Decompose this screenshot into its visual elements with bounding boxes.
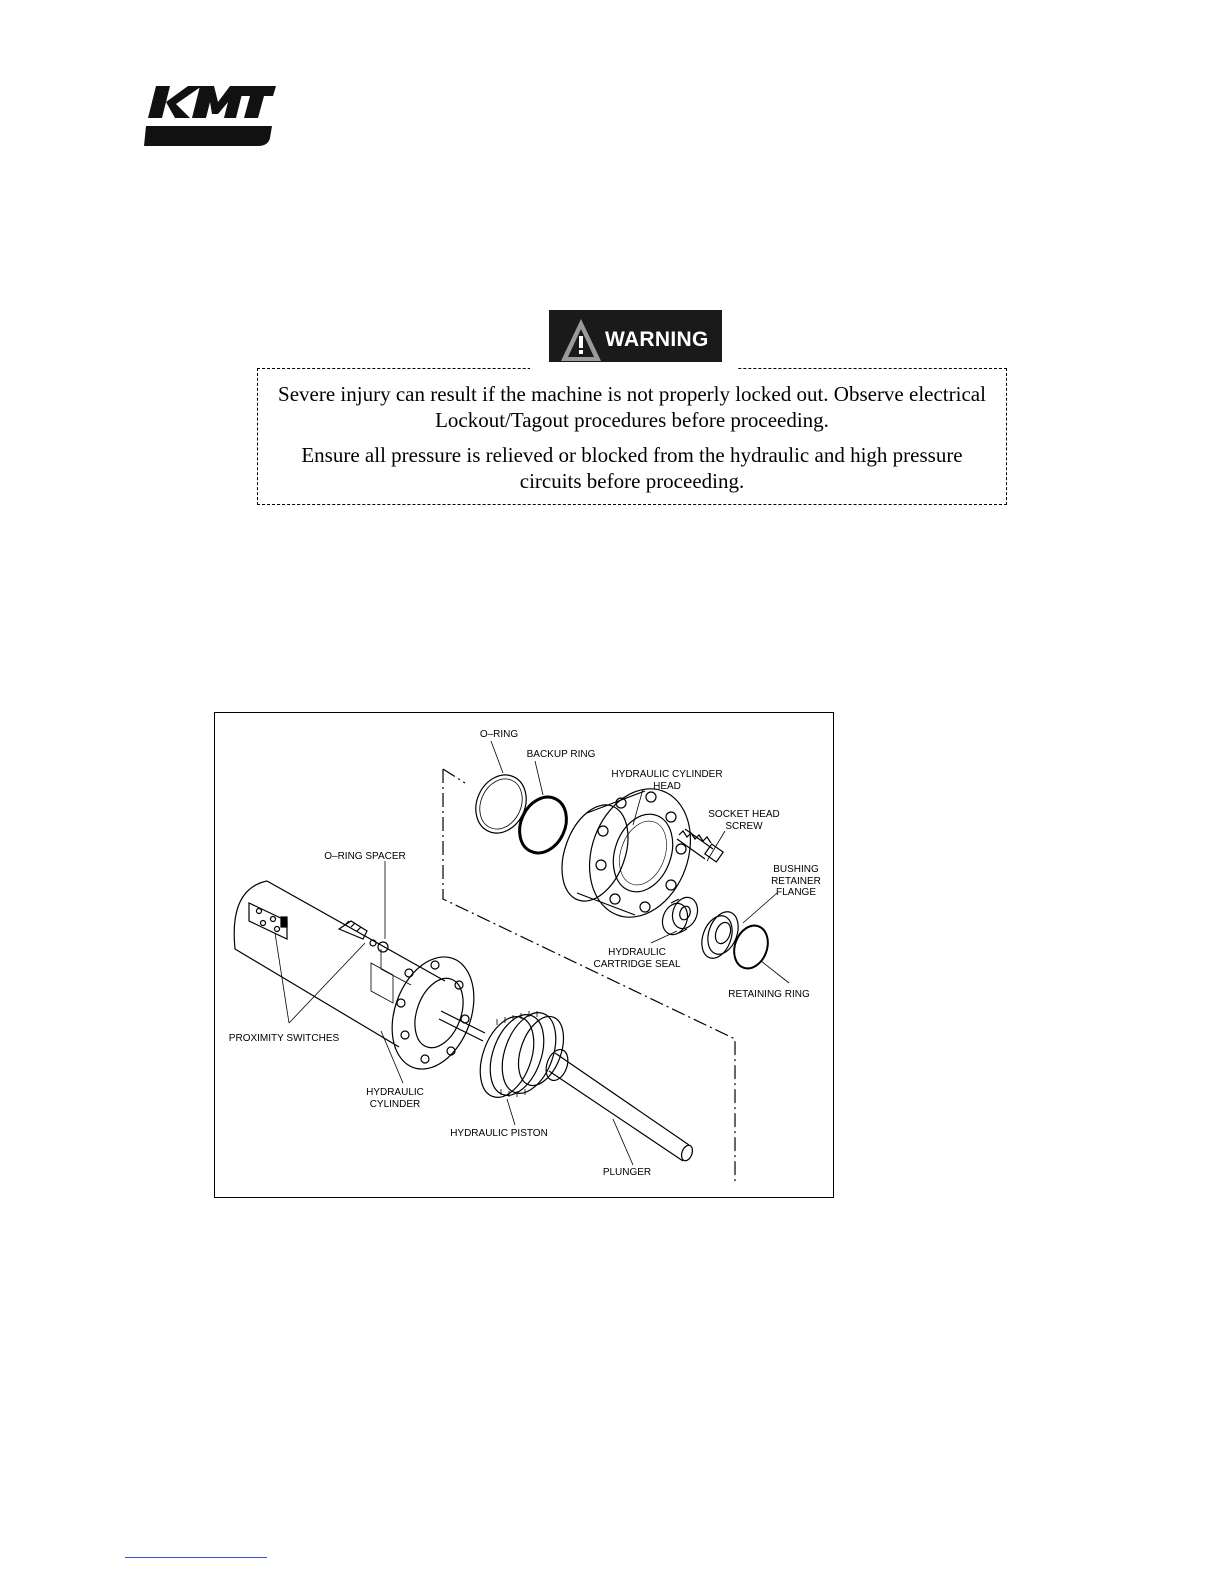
label-hydraulic-piston: HYDRAULIC PISTON xyxy=(450,1128,548,1139)
warning-text-lockout: Severe injury can result if the machine is not properly locked out. Observe electrical Lockout/Tagout procedures before proceeding. xyxy=(278,382,986,432)
label-bushing-1: BUSHING xyxy=(773,864,819,875)
label-proximity-switches: PROXIMITY SWITCHES xyxy=(228,1033,340,1044)
hydraulic-piston-part xyxy=(470,1005,572,1104)
assembly-drawing xyxy=(215,713,835,1199)
label-hydraulic-cylinder-1: HYDRAULIC xyxy=(366,1087,424,1098)
label-plunger: PLUNGER xyxy=(602,1167,652,1178)
label-bushing-3: FLANGE xyxy=(775,887,817,898)
label-backup-ring: BACKUP RING xyxy=(526,749,596,760)
label-socket-head-1: SOCKET HEAD xyxy=(708,809,780,820)
label-bushing-2: RETAINER xyxy=(771,876,821,887)
warning-box xyxy=(257,368,1007,505)
warning-text-pressure: Ensure all pressure is relieved or blocked from the hydraulic and high pressure circuits before proceeding. xyxy=(301,443,963,493)
o-ring-part xyxy=(467,767,536,842)
label-socket-head-2: SCREW xyxy=(725,821,763,832)
warning-label: WARNING xyxy=(605,327,709,351)
plunger-part xyxy=(549,1053,694,1162)
assembly-boundary-line xyxy=(443,769,735,1183)
warning-badge xyxy=(549,310,722,369)
label-cartridge-seal-1: HYDRAULIC xyxy=(608,947,666,958)
warning-triangle-icon xyxy=(559,317,603,363)
label-cylinder-head-2: HEAD xyxy=(653,781,681,792)
label-retaining-ring: RETAINING RING xyxy=(728,989,810,1000)
backup-ring-part xyxy=(511,789,575,860)
warning-box-gap xyxy=(530,362,738,374)
label-o-ring: O–RING xyxy=(479,729,519,740)
bushing-retainer-flange-part xyxy=(696,908,743,963)
label-o-ring-spacer: O–RING SPACER xyxy=(324,851,406,862)
label-cartridge-seal-2: CARTRIDGE SEAL xyxy=(593,959,681,970)
kmt-logo xyxy=(140,84,280,150)
cylinder-head-part xyxy=(550,775,708,932)
exploded-assembly-figure xyxy=(214,712,834,1198)
hydraulic-cylinder-part xyxy=(234,881,488,1080)
label-hydraulic-cylinder-2: CYLINDER xyxy=(369,1099,421,1110)
label-cylinder-head-1: HYDRAULIC CYLINDER xyxy=(611,769,723,780)
cartridge-seal-part xyxy=(658,894,701,938)
footer-rule xyxy=(125,1557,267,1558)
